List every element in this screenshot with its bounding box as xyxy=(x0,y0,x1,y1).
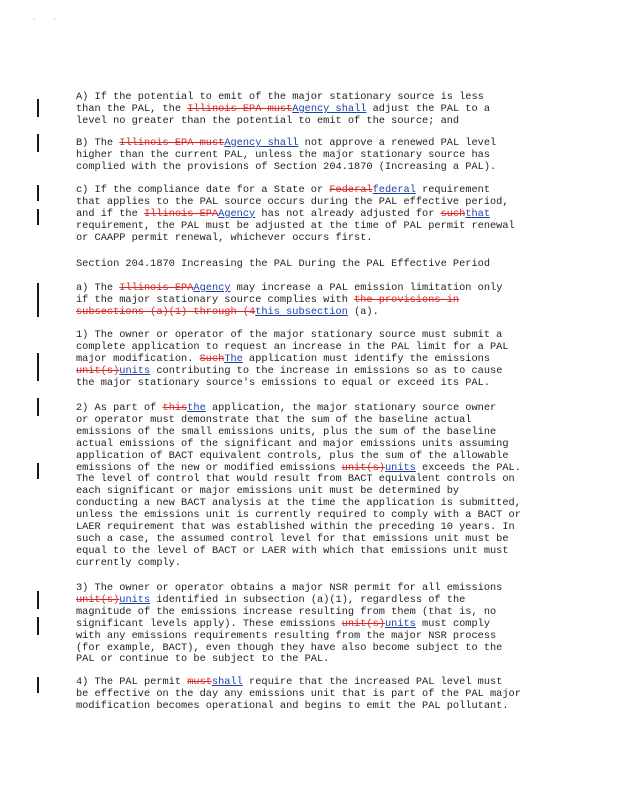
change-bar xyxy=(37,677,39,693)
text-run: application of BACT equivalent controls, plus the sum of the allowable xyxy=(76,449,509,462)
text-run: application must identify the emissions xyxy=(242,352,491,365)
inserted-text: this subsection xyxy=(255,305,348,318)
text-run: level no greater than the potential to emit of the source; and xyxy=(76,114,460,127)
text-run: 3) The owner or operator obtains a major NSR permit for all emissions xyxy=(76,582,503,594)
text-run: currently comply. xyxy=(76,556,182,569)
text-run: 2) As part of xyxy=(76,402,163,414)
text-run: contributing to the increase in emissions so as to cause xyxy=(150,364,503,377)
paragraph-4-effective-day xyxy=(76,677,544,713)
inserted-text: that xyxy=(465,207,491,220)
text-run: complete application to request an increase in the PAL limit for a PAL xyxy=(76,340,509,353)
text-run: require that the increased PAL level must xyxy=(242,676,503,688)
text-run: c) If the compliance date for a State or xyxy=(76,184,330,196)
text-line xyxy=(76,233,544,245)
text-run: B) The xyxy=(76,137,120,149)
text-run: (for example, BACT), even though they have also become subject to the xyxy=(76,641,503,654)
deleted-text: Such xyxy=(199,352,225,365)
change-bar xyxy=(37,134,39,152)
text-line xyxy=(76,558,544,570)
text-run: such a case, the assumed control level for that emissions unit must be xyxy=(76,532,509,545)
text-run: or CAAPP permit renewal, whichever occurs first. xyxy=(76,231,373,244)
paragraph-2-demonstration xyxy=(76,403,544,570)
deleted-text: must xyxy=(187,676,212,688)
inserted-text: Agency shall xyxy=(292,102,367,115)
text-run: A) If the potential to emit of the major stationary source is less xyxy=(76,91,484,103)
deleted-text: this xyxy=(162,402,188,414)
text-run: (a). xyxy=(347,305,379,318)
text-run: or operator must demonstrate that the sum of the baseline actual xyxy=(76,413,472,426)
text-run: 4) The PAL permit xyxy=(76,676,188,688)
text-line xyxy=(76,701,544,713)
text-run: the major stationary source's emissions to equal or exceed its PAL. xyxy=(76,376,491,389)
text-run: and if the xyxy=(76,207,144,220)
paragraph-b-renewed-pal xyxy=(76,138,544,174)
inserted-text: shall xyxy=(211,676,243,688)
inserted-text: Agency xyxy=(193,282,231,294)
text-run: a) The xyxy=(76,282,120,294)
text-run: LAER requirement that was established within the preceding 10 years. In xyxy=(76,521,515,534)
text-run: 1) The owner or operator of the major stationary source must submit a xyxy=(76,329,503,341)
deleted-text: unit(s) xyxy=(341,617,385,630)
deleted-text: unit(s) xyxy=(341,461,385,474)
paragraph-c-compliance-date xyxy=(76,185,544,245)
text-line xyxy=(76,307,544,319)
text-run: complied with the provisions of Section 204.1870 (Increasing a PAL). xyxy=(76,160,497,173)
text-line xyxy=(76,654,544,666)
text-run: major modification. xyxy=(76,352,200,365)
change-bar xyxy=(37,463,39,479)
text-run: may increase a PAL emission limitation only xyxy=(230,282,503,294)
text-run: magnitude of the emissions increase resulting from them (that is, no xyxy=(76,605,497,618)
text-run: The level of control that would result from BACT equivalent controls on xyxy=(76,473,515,486)
deleted-text: the provisions in xyxy=(354,293,460,306)
text-run: significant levels apply). These emissions xyxy=(76,617,342,630)
text-line xyxy=(76,162,544,174)
text-run: adjust the PAL to a xyxy=(366,102,491,115)
deleted-text: Federal xyxy=(329,184,373,196)
change-bar xyxy=(37,99,39,117)
text-run: emissions of the new or modified emissions xyxy=(76,461,342,474)
text-run: application, the major stationary source owner xyxy=(205,402,497,414)
text-run: each significant or major emissions unit must be determined by xyxy=(76,485,460,498)
text-line xyxy=(76,116,544,128)
text-line xyxy=(76,378,544,390)
text-run: exceeds the PAL. xyxy=(415,461,521,474)
inserted-text: units xyxy=(119,593,151,606)
inserted-text: federal xyxy=(372,184,416,196)
paragraph-a-pal-adjust xyxy=(76,92,544,128)
deleted-text: Illinois EPA xyxy=(143,207,219,220)
text-run: unless the emissions unit is currently required to comply with a BACT or xyxy=(76,509,521,522)
inserted-text: the xyxy=(187,402,206,414)
text-run: must comply xyxy=(415,617,491,630)
inserted-text: units xyxy=(119,364,151,377)
deleted-text: unit(s) xyxy=(76,593,120,606)
inserted-text: units xyxy=(384,461,416,474)
text-run: higher than the current PAL, unless the major stationary source has xyxy=(76,148,491,161)
inserted-text: The xyxy=(224,352,243,365)
text-run: with any emissions requirements resulting from the major NSR process xyxy=(76,629,497,642)
text-run: than the PAL, the xyxy=(76,102,188,115)
change-bar xyxy=(37,209,39,225)
deleted-text: Illinois EPA xyxy=(119,282,194,294)
text-run: identified in subsection (a)(1), regardless of the xyxy=(150,593,466,606)
change-bar xyxy=(37,353,39,381)
text-run: actual emissions of the significant and major emissions units assuming xyxy=(76,437,509,450)
deleted-text: unit(s) xyxy=(76,364,120,377)
deleted-text: such xyxy=(440,207,466,220)
text-run: equal to the level of BACT or LAER with which that emissions unit must xyxy=(76,544,509,557)
paragraph-a-increase-limit xyxy=(76,283,544,319)
text-run: emissions of the small emissions units, plus the sum of the baseline xyxy=(76,425,497,438)
inserted-text: Agency xyxy=(218,207,256,220)
section-heading: Section 204.1870 Increasing the PAL During the PAL Effective Period xyxy=(76,258,491,270)
text-run: modification becomes operational and begins to emit the PAL pollutant. xyxy=(76,699,509,712)
deleted-text: subsections (a)(1) through (4 xyxy=(76,305,256,318)
text-run: that applies to the PAL source occurs during the PAL effective period, xyxy=(76,195,509,208)
text-run: PAL or continue to be subject to the PAL. xyxy=(76,653,330,666)
text-run: conducting a new BACT analysis at the time the application is submitted, xyxy=(76,497,521,510)
text-run: has not already adjusted for xyxy=(255,207,441,220)
paragraph-1-application xyxy=(76,330,544,390)
text-run: be effective on the day any emissions unit that is part of the PAL major xyxy=(76,687,521,700)
deleted-text: Illinois EPA must xyxy=(119,137,225,149)
change-bar xyxy=(37,617,39,635)
scan-specks: · · xyxy=(32,16,63,24)
change-bar xyxy=(37,398,39,416)
change-bar xyxy=(37,283,39,317)
text-run: requirement xyxy=(415,184,491,196)
deleted-text: Illinois EPA must xyxy=(187,102,293,115)
text-run: if the major stationary source complies with xyxy=(76,293,355,306)
text-run: not approve a renewed PAL level xyxy=(298,137,497,149)
change-bar xyxy=(37,185,39,201)
inserted-text: Agency shall xyxy=(224,137,299,149)
change-bar xyxy=(37,591,39,609)
text-run: requirement, the PAL must be adjusted at the time of PAL permit renewal xyxy=(76,219,515,232)
paragraph-3-nsr-permit xyxy=(76,583,544,666)
inserted-text: units xyxy=(384,617,416,630)
